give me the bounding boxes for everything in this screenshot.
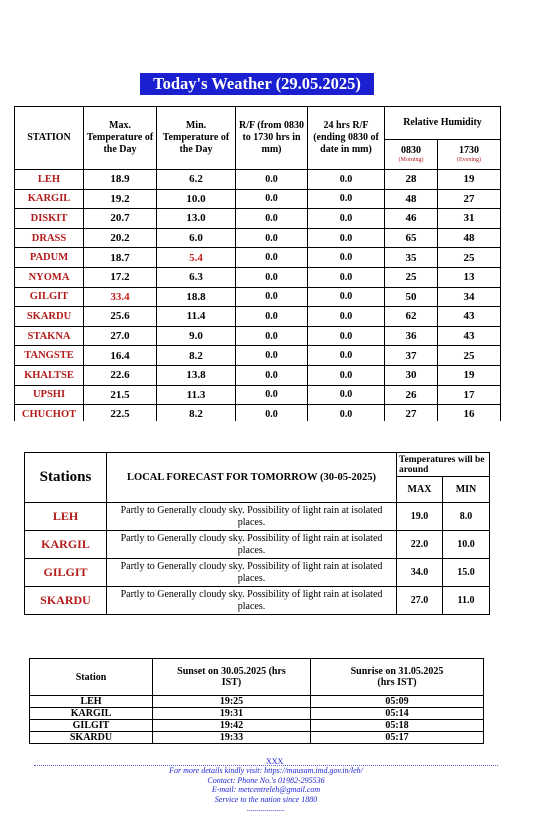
min-temp: 18.8 [157,287,236,307]
table-row [15,228,501,248]
rainfall-value: 0.0 [236,170,308,190]
forecast-header-min: MIN [443,477,490,503]
max-temp: 16.4 [84,346,157,366]
station-name: GILGIT [15,287,84,307]
forecast-min: 15.0 [443,559,490,587]
rainfall-24h-value: 0.0 [308,267,385,287]
max-temp: 19.2 [84,189,157,209]
sunset-time: 19:33 [153,732,311,744]
max-temp: 25.6 [84,307,157,327]
forecast-text: Partly to Generally cloudy sky. Possibility of light rain at isolated places. [107,531,397,559]
humidity-morning-value: 35 [385,248,438,268]
max-temp: 17.2 [84,267,157,287]
humidity-evening-value: 43 [438,326,501,346]
min-temp: 9.0 [157,326,236,346]
rainfall-value: 0.0 [236,287,308,307]
table-row [15,346,501,366]
humidity-morning-value: 36 [385,326,438,346]
max-temp: 18.9 [84,170,157,190]
table-row [25,587,490,615]
rainfall-value: 0.0 [236,365,308,385]
rainfall-value: 0.0 [236,385,308,405]
max-temp: 27.0 [84,326,157,346]
footer-service: Service to the nation since 1880 [214,794,318,804]
forecast-station: GILGIT [25,559,107,587]
rainfall-24h-value: 0.0 [308,385,385,405]
min-temp: 5.4 [157,248,236,268]
humidity-morning-value: 65 [385,228,438,248]
humidity-morning-value: 37 [385,346,438,366]
forecast-min: 11.0 [443,587,490,615]
humidity-evening-value: 27 [438,189,501,209]
sun-table [29,658,484,744]
table-row [25,503,490,531]
min-temp: 6.2 [157,170,236,190]
forecast-min: 8.0 [443,503,490,531]
table-row [15,267,501,287]
forecast-table [24,452,490,615]
table-row [25,531,490,559]
table-row [15,326,501,346]
humidity-morning-value: 30 [385,365,438,385]
max-temp: 21.5 [84,385,157,405]
footer-dots: ................... [247,804,285,813]
sun-header-station: Station [30,659,153,696]
humidity-evening-time: 1730 [459,145,479,156]
max-temp: 18.7 [84,248,157,268]
rainfall-value: 0.0 [236,326,308,346]
humidity-evening-value: 19 [438,170,501,190]
station-name: PADUM [15,248,84,268]
humidity-morning-label: (Morning) [398,157,424,163]
station-name: KARGIL [15,189,84,209]
forecast-text: Partly to Generally cloudy sky. Possibility of light rain at isolated places. [107,559,397,587]
page-title: Today's Weather (29.05.2025) [140,73,374,95]
sun-header-sunset: Sunset on 30.05.2025 (hrs IST) [153,659,311,696]
footer-separator-text: XXX [266,757,284,766]
table-row [15,307,501,327]
rainfall-value: 0.0 [236,267,308,287]
station-name: NYOMA [15,267,84,287]
min-temp: 13.0 [157,209,236,229]
max-temp: 22.5 [84,405,157,425]
forecast-text: Partly to Generally cloudy sky. Possibility of light rain at isolated places. [107,587,397,615]
min-temp: 10.0 [157,189,236,209]
humidity-evening-label: (Evening) [457,157,481,163]
station-name: LEH [15,170,84,190]
rainfall-value: 0.0 [236,405,308,425]
humidity-morning-value: 62 [385,307,438,327]
station-name: UPSHI [15,385,84,405]
humidity-morning-value: 46 [385,209,438,229]
humidity-morning-value: 25 [385,267,438,287]
sunset-time: 19:31 [153,708,311,720]
max-temp: 20.7 [84,209,157,229]
station-name: SKARDU [15,307,84,327]
table-cutoff [0,421,535,431]
rainfall-value: 0.0 [236,189,308,209]
footer [34,766,498,814]
humidity-evening-value: 25 [438,248,501,268]
table-row [25,559,490,587]
humidity-morning-value: 27 [385,405,438,425]
max-temp: 22.6 [84,365,157,385]
table-row [15,170,501,190]
footer-phone: Contact: Phone No.'s 01982-295536 [207,775,325,785]
forecast-max: 19.0 [397,503,443,531]
rainfall-24h-value: 0.0 [308,365,385,385]
min-temp: 6.0 [157,228,236,248]
humidity-morning-value: 28 [385,170,438,190]
rainfall-24h-value: 0.0 [308,170,385,190]
min-temp: 8.2 [157,346,236,366]
table-row [30,696,484,708]
header-humidity: Relative Humidity [385,107,501,140]
sun-station: GILGIT [30,720,153,732]
station-name: STAKNA [15,326,84,346]
forecast-text: Partly to Generally cloudy sky. Possibility of light rain at isolated places. [107,503,397,531]
humidity-evening-value: 34 [438,287,501,307]
table-row [30,720,484,732]
forecast-max: 27.0 [397,587,443,615]
station-name: DRASS [15,228,84,248]
max-temp: 20.2 [84,228,157,248]
humidity-morning-time: 0830 [401,145,421,156]
forecast-header-max: MAX [397,477,443,503]
header-station: STATION [15,107,84,170]
forecast-min: 10.0 [443,531,490,559]
rainfall-24h-value: 0.0 [308,346,385,366]
forecast-station: KARGIL [25,531,107,559]
min-temp: 11.3 [157,385,236,405]
forecast-header-title: LOCAL FORECAST FOR TOMORROW (30-05-2025) [107,453,397,503]
humidity-morning-value: 50 [385,287,438,307]
sun-station: SKARDU [30,732,153,744]
humidity-evening-value: 13 [438,267,501,287]
humidity-morning-value: 26 [385,385,438,405]
rainfall-24h-value: 0.0 [308,405,385,425]
forecast-station: SKARDU [25,587,107,615]
humidity-morning-value: 48 [385,189,438,209]
footer-website: For more details kindly visit: https://mausam.imd.gov.in/leh/ [169,766,363,775]
rainfall-24h-value: 0.0 [308,189,385,209]
weather-table [14,106,501,425]
sun-header-sunrise: Sunrise on 31.05.2025 (hrs IST) [311,659,484,696]
sun-station: KARGIL [30,708,153,720]
sunrise-time: 05:17 [311,732,484,744]
station-name: DISKIT [15,209,84,229]
sunrise-time: 05:09 [311,696,484,708]
rainfall-24h-value: 0.0 [308,248,385,268]
humidity-evening-value: 16 [438,405,501,425]
min-temp: 6.3 [157,267,236,287]
max-temp: 33.4 [84,287,157,307]
humidity-evening-value: 48 [438,228,501,248]
sunset-time: 19:42 [153,720,311,732]
header-min-temp: Min. Temperature of the Day [157,107,236,170]
rainfall-24h-value: 0.0 [308,326,385,346]
station-name: TANGSTE [15,346,84,366]
station-name: KHALTSE [15,365,84,385]
sun-station: LEH [30,696,153,708]
rainfall-value: 0.0 [236,228,308,248]
table-row [30,732,484,744]
station-name: CHUCHOT [15,405,84,425]
table-row [30,708,484,720]
table-row [15,287,501,307]
header-max-temp: Max. Temperature of the Day [84,107,157,170]
table-row [15,248,501,268]
sunrise-time: 05:14 [311,708,484,720]
table-row [15,209,501,229]
forecast-max: 22.0 [397,531,443,559]
header-rainfall: R/F (from 0830 to 1730 hrs in mm) [236,107,308,170]
header-rainfall-24h: 24 hrs R/F (ending 0830 of date in mm) [308,107,385,170]
rainfall-value: 0.0 [236,307,308,327]
min-temp: 13.8 [157,365,236,385]
min-temp: 11.4 [157,307,236,327]
humidity-evening-value: 17 [438,385,501,405]
table-row [15,189,501,209]
humidity-evening-value: 19 [438,365,501,385]
rainfall-value: 0.0 [236,248,308,268]
rainfall-24h-value: 0.0 [308,228,385,248]
rainfall-24h-value: 0.0 [308,307,385,327]
sunset-time: 19:25 [153,696,311,708]
header-humidity-evening [438,140,501,170]
rainfall-24h-value: 0.0 [308,287,385,307]
footer-email: E-mail: metcentreleh@gmail.com [211,785,321,794]
forecast-station: LEH [25,503,107,531]
forecast-max: 34.0 [397,559,443,587]
sunrise-time: 05:18 [311,720,484,732]
table-row [15,385,501,405]
humidity-evening-value: 31 [438,209,501,229]
rainfall-value: 0.0 [236,209,308,229]
rainfall-value: 0.0 [236,346,308,366]
forecast-header-stations: Stations [25,453,107,503]
humidity-evening-value: 43 [438,307,501,327]
table-row [15,365,501,385]
header-humidity-morning [385,140,438,170]
humidity-evening-value: 25 [438,346,501,366]
forecast-header-temps: Temperatures will be around [397,453,490,477]
min-temp: 8.2 [157,405,236,425]
rainfall-24h-value: 0.0 [308,209,385,229]
